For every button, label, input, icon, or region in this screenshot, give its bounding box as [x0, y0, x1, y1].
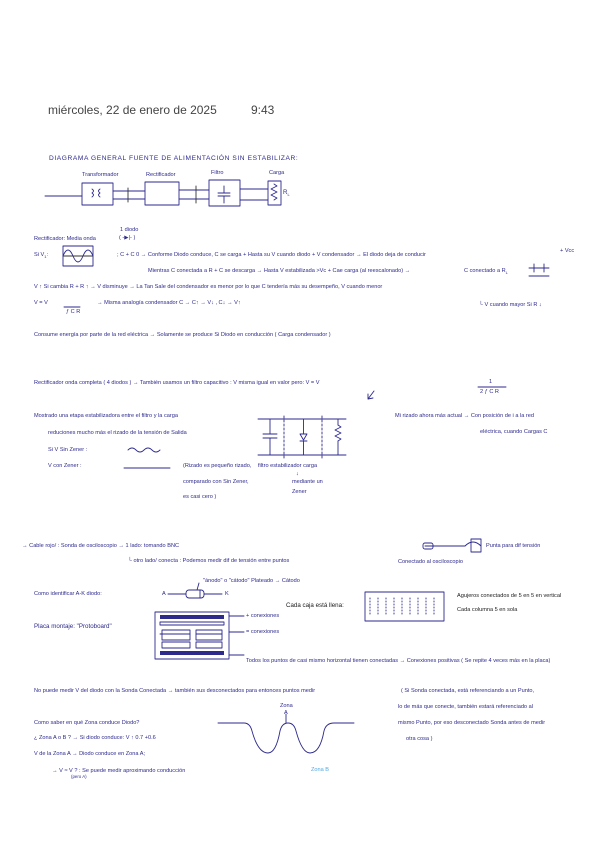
half-wave-si-v: Si $V_1$: — [34, 252, 49, 260]
hole-grid — [370, 598, 434, 615]
stabilizer-circuit — [258, 416, 346, 458]
zener-diode-icon — [300, 434, 307, 441]
protoboard-line-6: Todos los puntos de casi mismo horizontal tienen conectadas → Conexiones positivas ( Se repite 4 veces más en la placa) — [246, 658, 551, 664]
full-wave-line-8: es casi cero ) — [183, 494, 217, 500]
half-wave-line-6: Consume energía por parte de la red eléctrica → Solamente se produce Si Diodo en conducción ( Carga condensador ) — [34, 332, 331, 338]
circuit-note-1: mediante un — [292, 479, 323, 485]
full-wave-right-2: eléctrica, cuando Cargas C — [480, 429, 548, 435]
protoboard-arrow-2: = conexiones — [246, 629, 280, 635]
half-wave-line-3: Mientras C conectada a R + C se descarga → Hasta V estabilizada >Vc + Cae carga (al reescalonado) → — [148, 268, 411, 274]
label-transformer: Transformador — [82, 172, 119, 178]
full-wave-fraction-den: 2 ƒ C R — [480, 389, 499, 395]
half-wave-line-5: V = V — [34, 300, 48, 306]
protoboard-drawing — [155, 612, 244, 659]
protoboard-note-1: Agujeros conectados de 5 en 5 en vertical — [457, 593, 562, 599]
note-date: miércoles, 22 de enero de 2025 — [48, 103, 217, 117]
block-diagram — [45, 180, 281, 206]
full-wave-line-3: reduciones mucho más el rizado de la tensión de Salida — [48, 430, 187, 436]
protoboard-arrow-1: + conexiones — [246, 613, 280, 619]
zone-right-2: lo de más que conecte, también estará referenciado al — [398, 704, 533, 710]
zone-b-label: Zona B — [311, 767, 330, 773]
half-wave-title: Rectificador: Media onda — [34, 236, 96, 242]
half-wave-diode-count: 1 diodo — [120, 227, 139, 233]
full-wave-fraction-num: 1 — [489, 379, 493, 385]
full-wave-line-4: Si V Sin Zener : — [48, 447, 88, 453]
probe-right-2: Conectado al osciloscopio — [398, 559, 463, 565]
diode-label-a: A — [162, 591, 166, 597]
zone-right-1: ( Si Sonda conectada, está referenciando a un Punto, — [401, 688, 535, 694]
section-title-diagram: DIAGRAMA GENERAL FUENTE DE ALIMENTACIÓN SIN ESTABILIZAR: — [49, 155, 299, 162]
diode-anode-cathode: "ánodo" o "cátodo" Plateado → Cátodo — [203, 578, 300, 584]
zone-line-4: V de la Zona A → Diodo conduce en Zona A; — [34, 751, 146, 757]
zone-question: Como saber en qué Zona conduce Diodo? — [34, 720, 140, 726]
protoboard-note-2: Cada columna 5 en sola — [457, 607, 518, 613]
load-resistor-icon — [335, 425, 341, 441]
label-load: Carga — [269, 170, 285, 176]
rectifier-block — [145, 182, 179, 205]
full-wave-line-7: comparado con Sin Zener, — [183, 479, 249, 485]
probe-tip-icon — [465, 539, 481, 552]
half-wave-vcc: + Vcc — [560, 248, 575, 254]
label-rl: $R_L$ — [283, 189, 290, 198]
circuit-labels: filtro estabilizador carga — [258, 463, 318, 469]
probe-line-2: └ otro lado/ conecta : Podemos medir dif de tensión entre puntos — [128, 558, 290, 564]
diode-identify: Como identificar A-K diodo: — [34, 591, 102, 597]
zone-a-label: Zona — [280, 703, 293, 709]
full-wave-line-6: (Rizado es pequeño rizado, — [183, 463, 252, 469]
zone-line-3: ¿ Zona A o B ? → Si diodo conduce: V ↑ 0.7 +0.6 — [34, 735, 156, 741]
zone-line-5-sub: (pero A) — [71, 774, 87, 779]
half-wave-line-3b: C conectado a $R_L$ — [464, 268, 508, 276]
full-wave-line-2: Mostrado una etapa estabilizadora entre el filtro y la carga — [34, 413, 178, 419]
zone-right-3: mismo Punto, por eso desconectado Sonda antes de medir — [398, 720, 546, 726]
zone-line-5: → V ≈ V ? : Se puede medir aproximando conducción — [52, 768, 186, 774]
full-wave-right-1: Mi rizado ahora más actual → Con posición de i a la red — [395, 413, 534, 419]
full-wave-line-1: Rectificador onda completa ( 4 diodos ) → También usamos un filtro capacitivo : V misma igual en valor pero: V = V — [34, 380, 320, 386]
diode-body-icon — [168, 590, 222, 598]
probe-right-1: Punta para dif tensión — [486, 543, 541, 549]
half-wave-line-4: V ↑ Si cambia R + R ↑ → V disminuye → La Tan Sale del condensador es menor por lo que C tendería más su desempeño, V cuando menor — [34, 284, 383, 290]
zone-curve — [218, 723, 354, 753]
full-wave-line-5: V con Zener : — [48, 463, 82, 469]
half-wave-fraction-den: ƒ C R — [66, 309, 81, 315]
half-wave-line-5d: └ V cuando mayor Si R ↓ — [479, 302, 542, 308]
transformer-block — [82, 183, 113, 205]
protoboard-detail-box — [365, 592, 444, 621]
protoboard-title: Placa montaje: "Protoboard" — [34, 623, 112, 630]
zone-line-1: No puede medir V del diodo con la Sonda Conectada → también sus desconectados para entonces puntos medir — [34, 688, 316, 694]
note-time: 9:43 — [251, 103, 275, 117]
diode-label-k: K — [225, 591, 229, 597]
multimeter-label: Cada caja está llena: — [286, 602, 344, 609]
half-wave-line-2: ; C + C 0 → Conforme Diodo conduce, C se carga + Hasta su V cuando diodo + V condensador → El diodo deja de conducir — [117, 252, 426, 258]
half-wave-line-5b: → Misma analogía condensador C → C↑ → V↓ , C↓ → V↑ — [97, 300, 241, 306]
probe-line-1: → Cable rojo/ : Sonda de osciloscopio → 1 lado: tomando BNC — [22, 543, 180, 549]
zone-right-4: otra cosa ) — [406, 736, 433, 742]
label-rectifier: Rectificador — [146, 172, 176, 178]
circuit-arrow: ↓ — [296, 471, 299, 477]
zone-a-letter: A — [284, 710, 288, 716]
label-filter: Filtro — [211, 170, 224, 176]
half-wave-symbol: ( -▶|- ) — [119, 235, 136, 241]
circuit-note-2: Zener — [292, 489, 307, 495]
